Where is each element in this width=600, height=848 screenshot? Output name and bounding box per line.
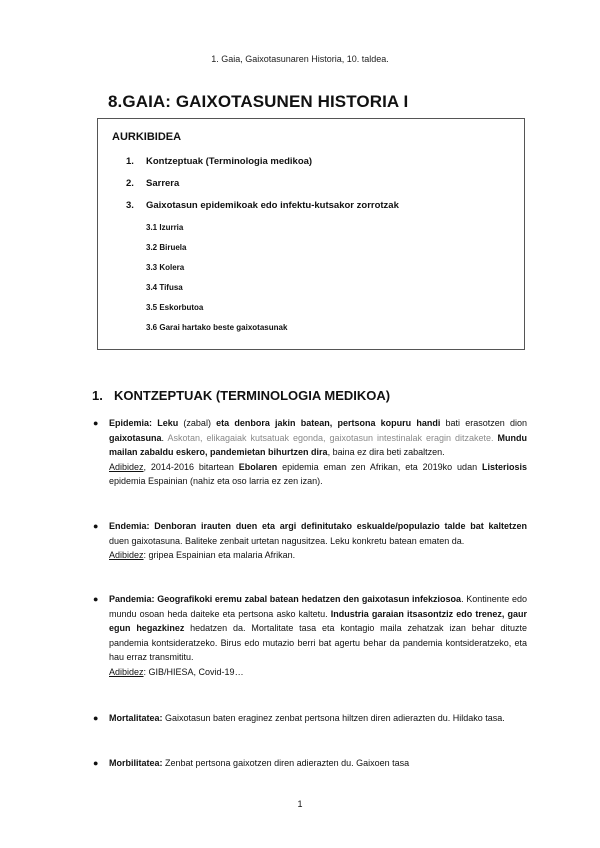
toc-item-number: 2. [126, 178, 134, 189]
bullet-icon: ● [93, 418, 99, 428]
definition-endemia [109, 519, 527, 563]
definition-mortalitatea [109, 711, 527, 726]
text-run: : gripea Espainian eta malaria Afrikan. [143, 550, 296, 561]
text-run: (zabal) [178, 418, 217, 428]
text-run: Industria garaian itsasontziz edo trenez, gaur egun hegazkinez [109, 608, 527, 634]
toc-subitem: 3.5 Eskorbutoa [146, 303, 204, 312]
text-run: Askotan, elikagaiak kutsatuak egonda, gaixotasun intestinalak eragin ditzakete. [167, 432, 494, 443]
text-run: gaixotasuna [109, 432, 162, 443]
toc-subitem: 3.3 Kolera [146, 263, 185, 272]
section-title: KONTZEPTUAK (TERMINOLOGIA MEDIKOA) [114, 388, 391, 403]
text-run: . [161, 432, 168, 443]
text-run: bati erasotzen dion [440, 418, 527, 428]
toc-item [126, 178, 179, 189]
toc-item-label: Sarrera [146, 178, 180, 189]
toc-item-number: 1. [126, 156, 134, 167]
page-title: 8.GAIA: GAIXOTASUNEN HISTORIA I [108, 92, 409, 111]
table-of-contents [97, 118, 525, 350]
text-run: , baina ez dira beti zabaltzen. [327, 447, 445, 458]
toc-subitem: 3.6 Garai hartako beste gaixotasunak [146, 323, 288, 332]
text-run: epidemia Espainian (nahiz eta oso larria ez zen izan). [109, 476, 323, 487]
text-run: Leku [157, 418, 179, 428]
term: Pandemia: [109, 594, 155, 604]
text-run: hedatzen da. Mortalitate tasa eta kontagio maila zehatzak izan behar dituzte pandemia kontsideratzeko. Birus edo mutazio berri bat agertu behar da pandemia kontsideratzeko, eta hau erraz transmititu. [109, 623, 527, 663]
text-run: . Kontinente edo mundu osoan heda daiteke eta pertsona asko kaltetu. [109, 594, 527, 619]
text-run: , 2014-2016 bitartean [143, 461, 239, 472]
term: Morbilitatea: [109, 758, 163, 768]
bullet-icon: ● [93, 521, 99, 531]
definition-morbilitatea [109, 756, 527, 771]
text-run: Zenbat pertsona gaixotzen diren adierazten du. Gaixoen tasa [162, 758, 410, 768]
text-run: eta denbora jakin batean, pertsona kopuru handi [216, 418, 441, 428]
text-run: Denboran irauten duen eta argi definitutako eskualde/populazio talde bat kaltetzen [154, 521, 527, 531]
definition-epidemia [109, 416, 527, 489]
example-label: Adibidez [109, 550, 144, 561]
running-header: 1. Gaia, Gaixotasunaren Historia, 10. taldea. [211, 54, 389, 64]
section-heading [92, 388, 390, 403]
section-number: 1. [92, 388, 103, 403]
definition-pandemia [109, 592, 527, 680]
text-run: Mundu mailan zabaldu eskero, pandemietan bihurtzen dira [109, 432, 527, 458]
toc-item [126, 156, 312, 167]
toc-item-label: Gaixotasun epidemikoak edo infektu-kutsakor zorrotzak [146, 200, 399, 211]
toc-heading: AURKIBIDEA [112, 131, 182, 143]
text-run: Geografikoki eremu zabal batean hedatzen den gaixotasun infekziosoa [157, 594, 462, 604]
term: Endemia: [109, 521, 150, 531]
text-run: duen gaixotasuna. Baliteke zenbait urtetan nagusitzea. Leku konkretu batean ematen da. [109, 535, 465, 546]
example-label: Adibidez [109, 461, 144, 472]
toc-subitem: 3.2 Biruela [146, 243, 187, 252]
toc-item-number: 3. [126, 200, 134, 211]
toc-subitem: 3.4 Tifusa [146, 283, 183, 292]
text-run: Listeriosis [481, 461, 527, 472]
bullet-icon: ● [93, 594, 99, 604]
toc-item-label: Kontzeptuak (Terminologia medikoa) [146, 156, 313, 167]
bullet-icon: ● [93, 758, 99, 768]
text-run: Ebolaren [238, 461, 278, 472]
term: Epidemia: [109, 418, 153, 428]
example-label: Adibidez [109, 666, 144, 677]
page-number: 1 [297, 799, 303, 809]
text-run: : GIB/HIESA, Covid-19… [143, 666, 244, 677]
text-run: epidemia eman zen Afrikan, eta 2019ko udan [277, 461, 482, 472]
toc-item [126, 200, 399, 211]
toc-subitem: 3.1 Izurria [146, 223, 184, 232]
term: Mortalitatea: [109, 713, 163, 723]
bullet-icon: ● [93, 713, 99, 723]
text-run: Gaixotasun baten eraginez zenbat pertsona hiltzen diren adierazten du. Hildako tasa. [162, 713, 505, 723]
